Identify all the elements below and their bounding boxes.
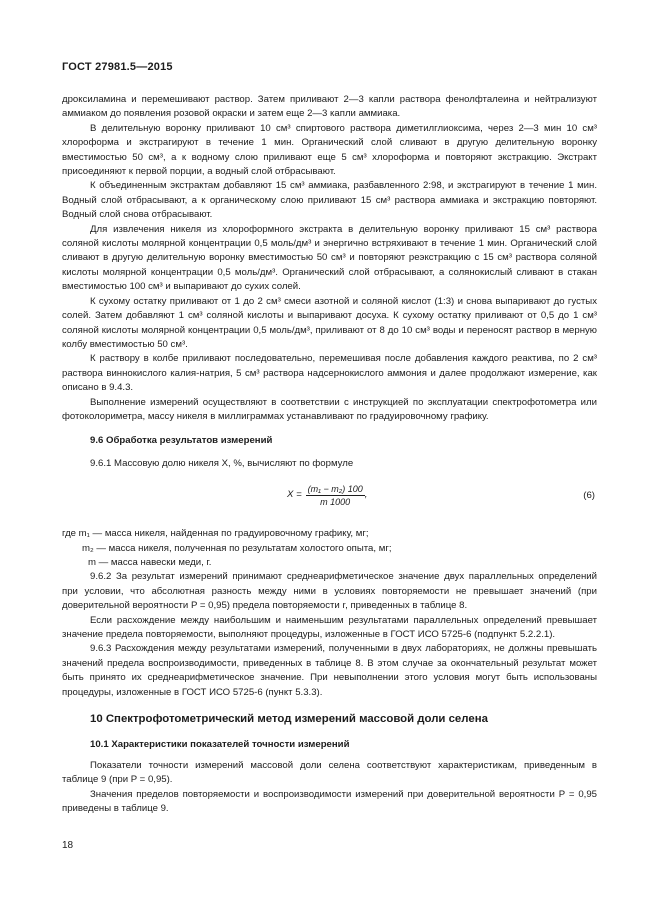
paragraph-9-6-2: 9.6.2 За результат измерений принимают среднеарифметическое значение двух параллельных определений при условии, что абсолютная разность между ними в условиях повторяемости не превышает значений (при доверительной вероятности P = 0,95) предела повторяемости r, приведенных в таблице 8. [62,571,597,612]
paragraph-9-6-3: 9.6.3 Расхождения между результатами измерений, полученными в двух лабораториях, не должны превышать значений предела воспроизводимости, приведенных в таблице 8. В этом случае за окончательный результат может быть принято их среднеарифметическое значение. При невыполнении этого условия могут быть использованы процедуры, изложенные в ГОСТ ИСО 5725-6 (пункт 5.3.3). [62,643,597,698]
where-line: m₂ — масса никеля, полученная по результатам холостого опыта, мг; [82,542,392,554]
paragraph: Если расхождение между наибольшим и наименьшим результатами параллельных определений превышает значение предела повторяемости, выполняют процедуры, изложенные в ГОСТ ИСО 5725-6 (подпункт 5.2.2.1). [62,614,597,640]
paragraph-9-6-1: 9.6.1 Массовую долю никеля X, %, вычисляют по формуле [90,457,354,469]
paragraph: В делительную воронку приливают 10 см³ спиртового раствора диметилглиоксима, через 2—3 мин 10 см³ хлороформа и экстрагируют в течение 1 мин. Органический слой сливают в другую делительную воронку вместимостью 50 см³, а к водному слою приливают еще 5 см³ хлороформа и повторяют экстракцию. Экстракт присоединяют к первой порции, а водный слой отбрасывают. [62,122,597,178]
section-heading-10: 10 Спектрофотометрический метод измерений массовой доли селена [90,713,488,726]
paragraph: Для извлечения никеля из хлороформного экстракта в делительную воронку приливают 15 см³ раствора соляной кислоты молярной концентрации 0,5 моль/дм³ и энергично встряхивают в течение 1 мин. Органический слой сливают в другую делительную воронку вместимостью 50 см³ и повторяют реэкстракцию с 15 см³ раствора соляной кислоты молярной концентрации 0,5 моль/дм³. Органический слой отбрасывают, а солянокислый сливают в стакан вместимостью 100 см³ и выпаривают до сухих солей. [62,223,597,293]
where-line: m — масса навески меди, г. [88,556,212,568]
paragraph: Значения пределов повторяемости и воспроизводимости измерений при доверительной вероятности P = 0,95 приведены в таблице 9. [62,788,597,815]
subsection-heading-10-1: 10.1 Характеристики показателей точности измерений [90,739,350,751]
section-heading-9-6: 9.6 Обработка результатов измерений [90,435,273,447]
document-id: ГОСТ 27981.5—2015 [62,61,173,73]
paragraph: К объединенным экстрактам добавляют 15 см³ аммиака, разбавленного 2:98, и экстрагируют в течение 1 мин. Водный слой отбрасывают, а к органическому слою приливают 15 см³ раствора аммиака и экстракцию повторяют. Водный слой снова отбрасывают. [62,180,597,221]
paragraph: дроксиламина и перемешивают раствор. Затем приливают 2—3 капли раствора фенолфталеина и нейтрализуют аммиаком до появления розовой окраски и затем еще 2—3 капли аммиака. [62,94,597,120]
page-number: 18 [62,840,74,851]
formula-lhs: X = [287,489,302,501]
paragraph: Выполнение измерений осуществляют в соответствии с инструкцией по эксплуатации спектрофотометра или фотоколориметра, массу никеля в миллиграммах устанавливают по градуировочному графику. [62,396,597,422]
formula-denominator: m 1000 [320,497,351,508]
paragraph: К сухому остатку приливают от 1 до 2 см³ смеси азотной и соляной кислот (1:3) и снова выпаривают до густых солей. Затем добавляют 1 см³ соляной кислоты и выпаривают досуха. К сухому остатку приливают от 0,5 до 1 см³ соляной кислоты молярной концентрации 0,5 моль/дм³, приливают от 8 до 10 см³ воды и переносят раствор в мерную колбу вместимостью 50 см³. [62,295,597,350]
formula-tail: , [364,489,368,501]
formula-fraction [306,483,365,508]
document-body [62,93,597,816]
where-line: где m₁ — масса никеля, найденная по градуировочному графику, мг; [62,528,369,540]
paragraph: К раствору в колбе приливают последовательно, перемешивая после добавления каждого реактива, по 2 см³ раствора виннокислого калия-натрия, 5 см³ раствора надсернокислого аммония и далее продолжают измерение, как описано в 9.4.3. [62,353,597,394]
formula [287,483,367,508]
formula-block [62,479,597,519]
paragraph: Показатели точности измерений массовой доли селена соответствуют характеристикам, приведенным в таблице 9 (при P = 0,95). [62,759,597,786]
formula-numerator: (m₁ − m₂) 100 [307,484,363,495]
equation-number: (6) [583,490,595,502]
